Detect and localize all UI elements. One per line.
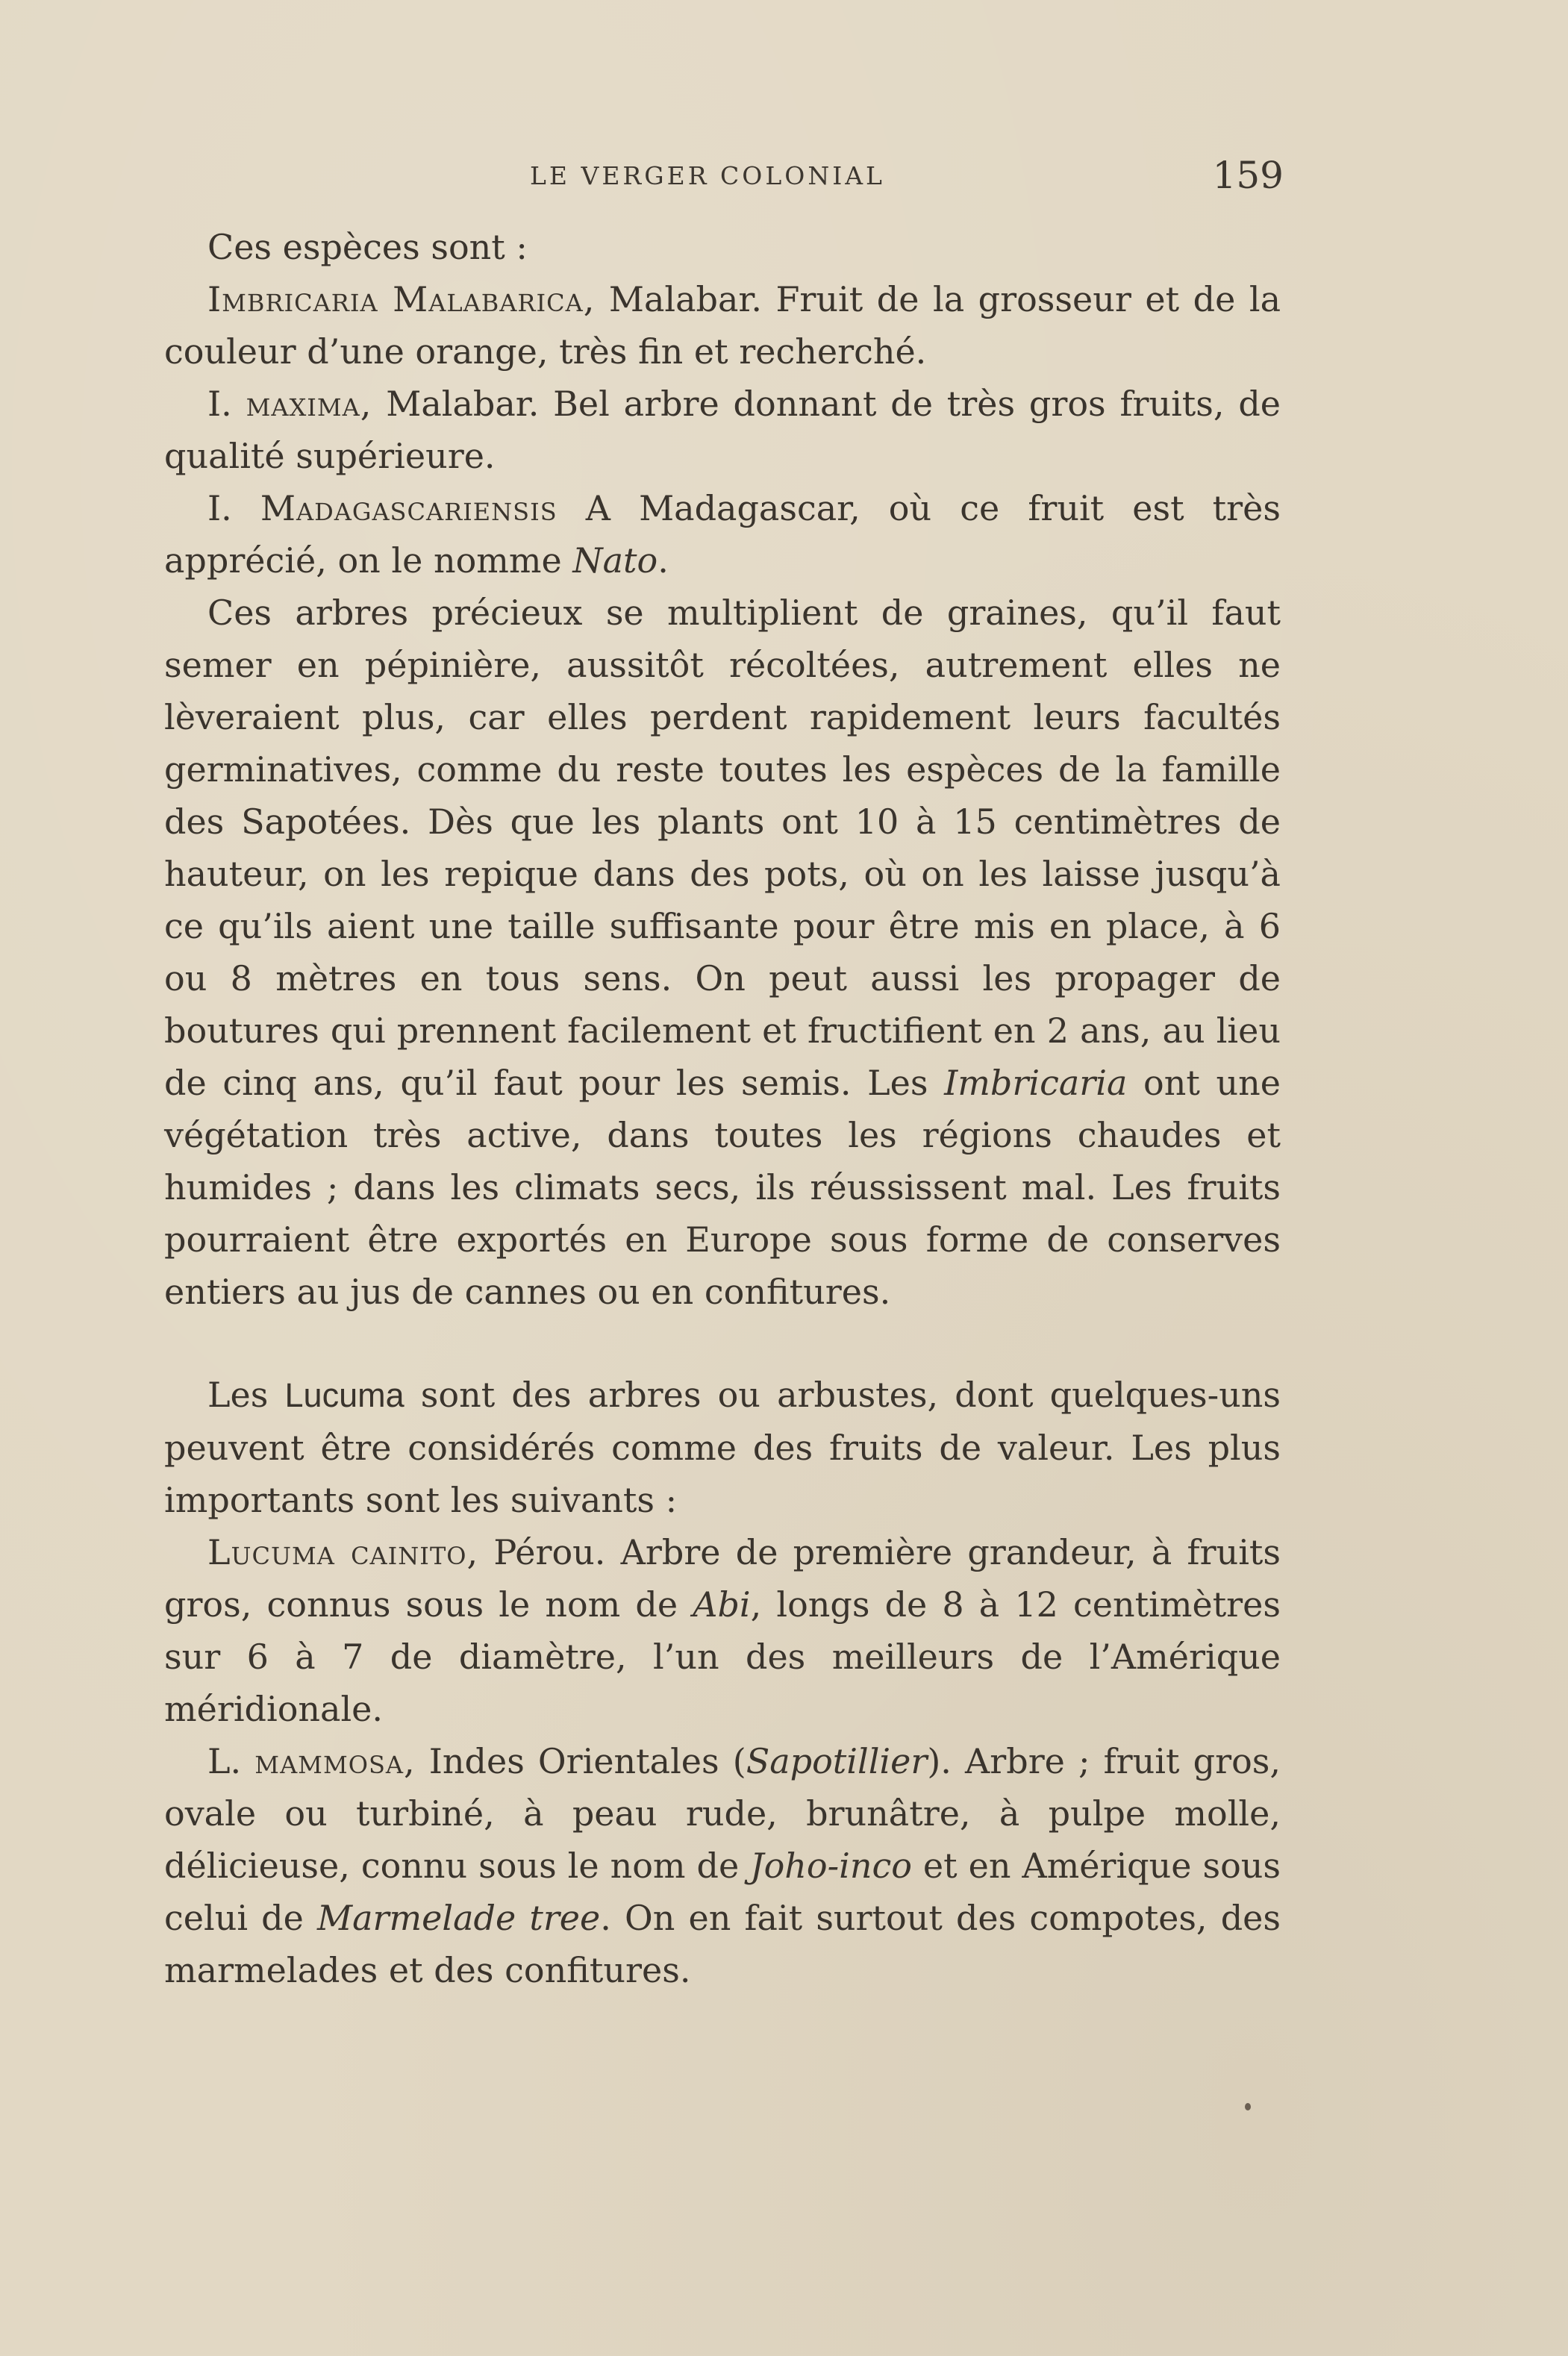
lucuma-intro-text-a: Les	[207, 1375, 285, 1415]
running-title: LE VERGER COLONIAL	[530, 161, 885, 190]
species-name-imbricaria-malabarica: Imbricaria Malabarica,	[207, 279, 596, 319]
paragraph-imbricaria-malabarica	[164, 273, 1281, 378]
local-name-abi: Abi	[693, 1584, 751, 1625]
propagation-text-b: ont une végétation très active, dans toutes les régions chaudes et humides ; dans les climats secs, ils réussissent mal. Les fruits pourraient être exportés en Europe sous forme de conserves entiers au jus de cannes ou en confitures.	[164, 1063, 1281, 1312]
species-description: A Madagascar, où ce fruit est très apprécié, on le nomme	[164, 488, 1281, 581]
sentence-end: .	[658, 540, 669, 581]
species-name-mammosa: mammosa,	[254, 1741, 416, 1781]
common-name-sapotillier: Sapotillier	[746, 1741, 928, 1781]
paragraph-imbricaria-madagascariensis	[164, 482, 1281, 587]
species-name-madagascariensis: Madagascariensis	[260, 488, 557, 528]
local-name-nato: Nato	[572, 540, 658, 581]
paragraph-lucuma-intro	[164, 1369, 1281, 1526]
running-header	[164, 154, 1284, 199]
page-number: 159	[1212, 154, 1284, 197]
cainito-text-b: , longs de 8 à 12 centimètres sur 6 à 7 de diamètre, l’un des meilleurs de l’Amérique méridionale.	[164, 1584, 1281, 1729]
common-name-marmelade-tree: Marmelade tree	[317, 1898, 601, 1938]
ink-speck	[1245, 2103, 1251, 2110]
genus-abbreviation: L.	[207, 1741, 255, 1781]
species-name-lucuma-cainito: Lucuma cainito,	[207, 1532, 479, 1572]
body-text	[164, 221, 1281, 1996]
section-spacer	[164, 1318, 1281, 1369]
species-intro-text: Ces espèces sont :	[207, 227, 528, 267]
mammosa-text-b: ). Arbre ; fruit gros, ovale ou turbiné, à peau rude, brunâtre, à pulpe molle, délicieuse, connu sous le nom de	[164, 1741, 1281, 1886]
propagation-text-a: Ces arbres précieux se multiplient de graines, qu’il faut semer en pépinière, aussitôt récoltées, autrement elles ne lèveraient plus, car elles perdent rapidement leurs facultés germinatives, comme du reste toutes les espèces de la famille des Sapotées. Dès que les plants ont 10 à 15 centimètres de hauteur, on les repique dans des pots, où on les laisse jusqu’à ce qu’ils aient une taille suffisante pour être mis en place, à 6 ou 8 mètres en tous sens. On peut aussi les propager de boutures qui prennent facilement et fructifient en 2 ans, au lieu de cinq ans, qu’il faut pour les semis. Les	[164, 593, 1281, 1103]
species-description: Malabar. Fruit de la grosseur et de la couleur d’une orange, très fin et recherché.	[164, 279, 1281, 372]
genus-abbreviation: I.	[207, 488, 260, 528]
mammosa-text-a: Indes Orientales (	[415, 1741, 746, 1781]
mammosa-text-c: et en Amérique sous celui de	[164, 1846, 1281, 1938]
genus-imbricaria-italic: Imbricaria	[944, 1063, 1128, 1103]
species-description: Malabar. Bel arbre donnant de très gros fruits, de qualité supérieure.	[164, 384, 1281, 476]
paragraph-species-intro	[164, 221, 1281, 273]
paragraph-propagation	[164, 587, 1281, 1318]
species-name-maxima: maxima,	[246, 384, 372, 424]
genus-lucuma: Lucuma	[284, 1376, 405, 1414]
local-name-joho-inco: Joho-inco	[750, 1846, 912, 1886]
paragraph-lucuma-cainito	[164, 1526, 1281, 1735]
mammosa-text-d: . On en fait surtout des compotes, des marmelades et des confitures.	[164, 1898, 1281, 1990]
cainito-text-a: Pérou. Arbre de première grandeur, à fruits gros, connus sous le nom de	[164, 1532, 1281, 1625]
genus-abbreviation: I.	[207, 384, 246, 424]
paragraph-lucuma-mammosa	[164, 1735, 1281, 1996]
lucuma-intro-text-b: sont des arbres ou arbustes, dont quelques-uns peuvent être considérés comme des fruits de valeur. Les plus importants sont les suivants :	[164, 1375, 1281, 1520]
paragraph-imbricaria-maxima	[164, 378, 1281, 482]
